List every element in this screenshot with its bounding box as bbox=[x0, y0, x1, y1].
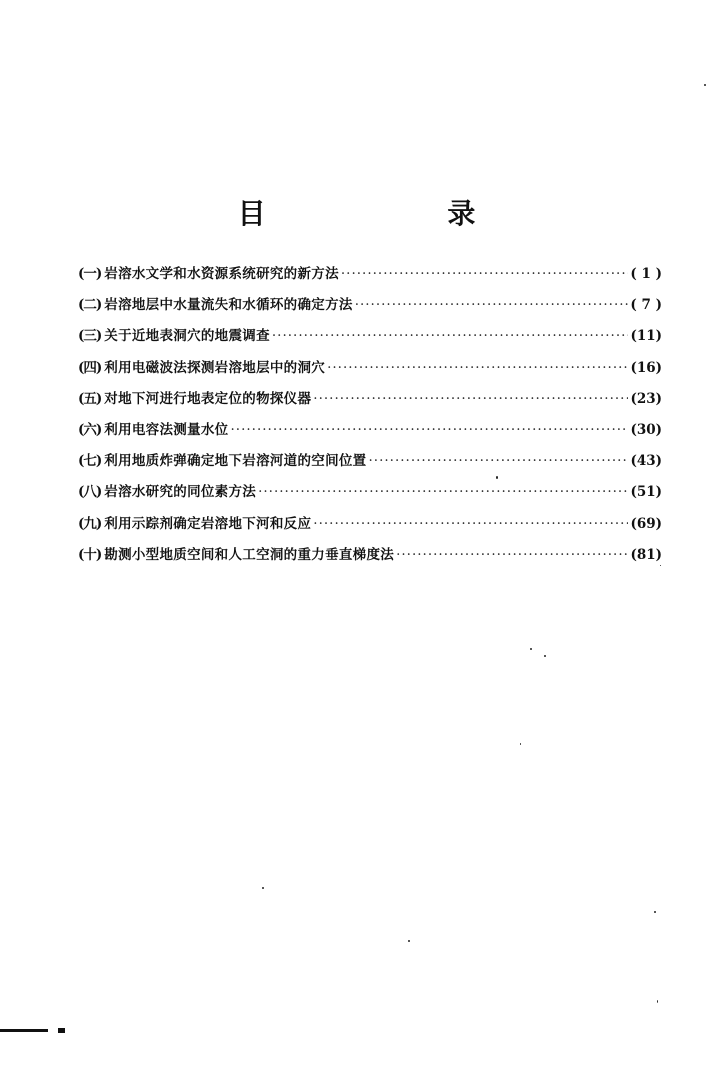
toc-entry-title: 利用电磁波法探测岩溶地层中的洞穴 bbox=[104, 359, 326, 376]
toc-entry-title: 勘测小型地质空间和人工空洞的重力垂直梯度法 bbox=[104, 546, 395, 563]
toc-entry-number: (四) bbox=[78, 359, 102, 376]
scan-speck bbox=[520, 743, 521, 745]
toc-entry-page: (11) bbox=[630, 328, 662, 345]
toc-dot-leader bbox=[327, 360, 628, 376]
toc-entry-title: 对地下河进行地表定位的物探仪器 bbox=[104, 390, 312, 407]
toc-entry-7[interactable] bbox=[78, 449, 662, 480]
toc-entry-page: (43) bbox=[630, 453, 662, 470]
toc-dot-leader bbox=[313, 516, 628, 532]
scan-speck bbox=[496, 476, 498, 479]
toc-entry-4[interactable] bbox=[78, 356, 662, 387]
scan-speck bbox=[408, 940, 410, 942]
toc-entry-number: (八) bbox=[78, 484, 102, 501]
toc-entry-number: (五) bbox=[78, 390, 102, 407]
table-of-contents bbox=[78, 262, 662, 574]
toc-dot-leader bbox=[396, 547, 628, 563]
toc-dot-leader bbox=[355, 297, 629, 313]
toc-entry-number: (九) bbox=[78, 515, 102, 532]
bottom-dash bbox=[58, 1028, 65, 1033]
toc-dot-leader bbox=[258, 484, 628, 500]
toc-entry-page: (30) bbox=[630, 421, 662, 438]
toc-entry-3[interactable] bbox=[78, 324, 662, 355]
page-title: 目 录 bbox=[237, 197, 562, 230]
scan-speck bbox=[704, 84, 706, 86]
toc-entry-6[interactable] bbox=[78, 418, 662, 449]
scan-speck bbox=[262, 887, 264, 889]
toc-entry-title: 岩溶地层中水量流失和水循环的确定方法 bbox=[104, 297, 353, 314]
toc-entry-page: ( 7 ) bbox=[630, 297, 662, 314]
toc-dot-leader bbox=[368, 453, 628, 469]
toc-entry-page: (16) bbox=[630, 359, 662, 376]
toc-entry-9[interactable] bbox=[78, 512, 662, 543]
toc-entry-2[interactable] bbox=[78, 293, 662, 324]
toc-entry-number: (十) bbox=[78, 546, 102, 563]
toc-entry-page: (23) bbox=[630, 390, 662, 407]
toc-entry-page: (69) bbox=[630, 515, 662, 532]
scan-speck bbox=[530, 648, 532, 650]
toc-entry-title: 岩溶水研究的同位素方法 bbox=[104, 484, 257, 501]
scan-speck bbox=[660, 565, 661, 566]
toc-entry-page: (51) bbox=[630, 484, 662, 501]
toc-entry-number: (一) bbox=[78, 266, 102, 282]
toc-entry-number: (六) bbox=[78, 421, 102, 438]
toc-entry-8[interactable] bbox=[78, 480, 662, 511]
toc-entry-10[interactable] bbox=[78, 543, 662, 574]
toc-entry-title: 利用示踪剂确定岩溶地下河和反应 bbox=[104, 515, 312, 532]
toc-entry-page: (81) bbox=[630, 546, 662, 563]
toc-entry-number: (三) bbox=[78, 328, 102, 345]
toc-entry-1[interactable] bbox=[78, 262, 662, 293]
toc-dot-leader bbox=[230, 422, 628, 438]
toc-entry-number: (二) bbox=[78, 297, 102, 314]
toc-entry-number: (七) bbox=[78, 453, 102, 470]
toc-dot-leader bbox=[313, 391, 628, 407]
toc-entry-page: ( 1 ) bbox=[630, 266, 662, 282]
toc-entry-title: 利用地质炸弹确定地下岩溶河道的空间位置 bbox=[104, 453, 367, 470]
scan-speck bbox=[544, 655, 546, 657]
toc-entry-5[interactable] bbox=[78, 387, 662, 418]
scan-speck bbox=[654, 911, 656, 913]
toc-dot-leader bbox=[272, 328, 629, 344]
toc-entry-title: 岩溶水文学和水资源系统研究的新方法 bbox=[104, 266, 339, 282]
scan-speck bbox=[657, 1000, 658, 1003]
toc-dot-leader bbox=[341, 266, 629, 282]
toc-entry-title: 关于近地表洞穴的地震调查 bbox=[104, 328, 270, 345]
toc-entry-title: 利用电容法测量水位 bbox=[104, 421, 229, 438]
bottom-rule bbox=[0, 1029, 48, 1032]
